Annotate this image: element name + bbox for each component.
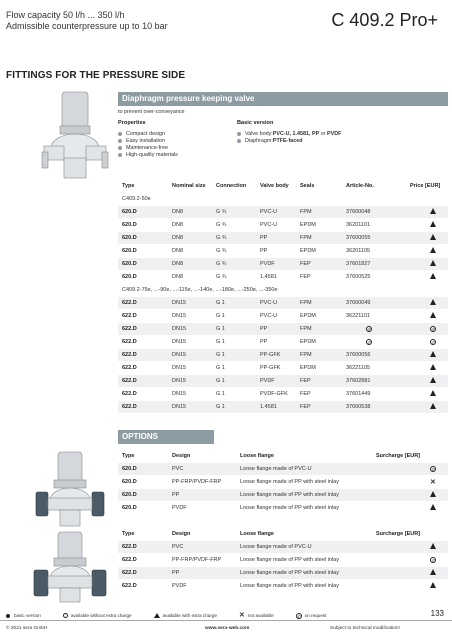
- table-cell: PP: [172, 570, 180, 576]
- flange-valve-image-620: [30, 450, 110, 530]
- table-cell: Loose flange made of PP with steel inlay: [240, 492, 339, 498]
- table-cell: Connection: [216, 183, 247, 189]
- triangle-icon: [430, 364, 436, 370]
- table-cell: 622.D: [122, 391, 137, 397]
- bullet-icon: [118, 132, 122, 136]
- table-cell: 620.D: [122, 261, 137, 267]
- availability-cell: [430, 260, 436, 268]
- options-row: [118, 502, 448, 514]
- table-cell: G 1: [216, 300, 225, 306]
- table-cell: PP-GFK: [260, 352, 281, 358]
- table-cell: 622.D: [122, 570, 137, 576]
- table-cell: FEP: [300, 404, 311, 410]
- header-line-flow: Flow capacity 50 l/h ... 350 l/h: [6, 10, 125, 20]
- table-cell: 622.D: [122, 557, 137, 563]
- options-row: [118, 580, 448, 592]
- triangle-icon: [430, 299, 436, 305]
- table-cell: G 1: [216, 313, 225, 319]
- table-cell: Loose flange: [240, 453, 274, 459]
- request-icon: ✆: [431, 557, 435, 563]
- availability-cell: [430, 273, 436, 281]
- legend-extra: available with extra charge: [154, 613, 217, 618]
- table-cell: EPDM: [300, 248, 316, 254]
- table-row: [118, 336, 448, 348]
- table-header-row: [118, 180, 448, 192]
- table-cell: Surcharge [EUR]: [376, 531, 421, 537]
- surcharge-cell: [430, 479, 436, 486]
- property-item: Easy installation: [118, 137, 178, 144]
- table-cell: 620.D: [122, 209, 137, 215]
- table-cell: 620.D: [122, 274, 137, 280]
- request-icon: ✆: [367, 326, 371, 332]
- options-row: [118, 541, 448, 553]
- table-cell: DN15: [172, 404, 187, 410]
- table-cell: Article-No.: [346, 183, 374, 189]
- table-cell: Valve body: [260, 183, 289, 189]
- page-model-title: C 409.2 Pro+: [331, 10, 438, 30]
- table-cell: PVC-U: [260, 209, 278, 215]
- table-cell: 622.D: [122, 544, 137, 550]
- flange-valve-image-622: [30, 530, 110, 606]
- table-cell: PVC: [172, 466, 184, 472]
- footer-copyright: © 2021 sera GmbH: [6, 626, 48, 631]
- table-cell: 622.D: [122, 313, 137, 319]
- triangle-icon: [430, 543, 436, 549]
- triangle-icon: [430, 351, 436, 357]
- options-header-row: [118, 528, 448, 540]
- table-cell: Price [EUR]: [410, 183, 441, 189]
- table-row: [118, 401, 448, 413]
- table-row: [118, 388, 448, 400]
- options-banner: OPTIONS: [118, 430, 214, 444]
- options-row: [118, 463, 448, 475]
- group-label-row: [118, 284, 448, 296]
- options-row: [118, 489, 448, 501]
- table-cell: 622.D: [122, 583, 137, 589]
- table-cell: 37600048: [346, 209, 371, 215]
- surcharge-cell: [430, 569, 436, 577]
- table-row: [118, 362, 448, 374]
- availability-cell: [430, 221, 436, 229]
- table-cell: 620.D: [122, 505, 137, 511]
- table-cell: DN8: [172, 235, 184, 241]
- table-cell: 37600055: [346, 235, 371, 241]
- table-cell: G ¾: [216, 235, 227, 241]
- surcharge-cell: [430, 557, 436, 564]
- basic-item-diaphragm: Diaphragm: PTFE-faced: [237, 137, 341, 144]
- table-row: [118, 206, 448, 218]
- table-cell: DN15: [172, 352, 187, 358]
- table-cell: FPM: [300, 209, 312, 215]
- table-cell: 620.D: [122, 466, 137, 472]
- table-cell: DN8: [172, 261, 184, 267]
- table-cell: 620.D: [122, 492, 137, 498]
- table-cell: FEP: [300, 391, 311, 397]
- table-cell: 36221101: [346, 313, 371, 319]
- table-cell: 620.D: [122, 235, 137, 241]
- table-cell: FPM: [300, 235, 312, 241]
- header-subtitle: [6, 10, 168, 32]
- availability-cell: [430, 364, 436, 372]
- table-cell: 37600538: [346, 404, 371, 410]
- filled-dot-icon: [6, 614, 10, 618]
- table-cell: Type: [122, 183, 135, 189]
- table-cell: G 1: [216, 404, 225, 410]
- table-cell: 37602881: [346, 378, 371, 384]
- table-cell: Loose flange made of PVC-U: [240, 466, 312, 472]
- table-row: [118, 219, 448, 231]
- table-cell: G 1: [216, 326, 225, 332]
- availability-cell: [430, 247, 436, 255]
- table-cell: FPM: [300, 352, 312, 358]
- triangle-icon: [430, 491, 436, 497]
- table-cell: FEP: [300, 261, 311, 267]
- bullet-icon: [118, 139, 122, 143]
- table-cell: G ¾: [216, 248, 227, 254]
- table-cell: G 1: [216, 352, 225, 358]
- properties-label: Properties: [118, 120, 146, 126]
- table-cell: FEP: [300, 378, 311, 384]
- request-icon: ✆: [296, 613, 301, 619]
- surcharge-cell: [430, 491, 436, 499]
- availability-cell: [430, 312, 436, 320]
- table-cell: PP: [172, 492, 180, 498]
- property-item: High-quality materials: [118, 151, 178, 158]
- table-cell: 620.D: [122, 222, 137, 228]
- page-number: 133: [430, 609, 444, 618]
- triangle-icon: [430, 260, 436, 266]
- table-cell: 620.D: [122, 479, 137, 485]
- table-cell: DN15: [172, 391, 187, 397]
- table-cell: Seals: [300, 183, 315, 189]
- table-cell: 36201101: [346, 222, 371, 228]
- table-cell: DN15: [172, 300, 187, 306]
- table-cell: 622.D: [122, 365, 137, 371]
- table-cell: 37600049: [346, 300, 371, 306]
- table-cell: 622.D: [122, 300, 137, 306]
- table-cell: PVDF: [172, 505, 187, 511]
- table-cell: EPDM: [300, 313, 316, 319]
- table-cell: Loose flange made of PVC-U: [240, 544, 312, 550]
- request-icon: ✆: [431, 339, 435, 345]
- x-icon: ✕: [238, 612, 245, 619]
- options-header-row: [118, 450, 448, 462]
- legend-request: ✆ on request: [296, 613, 327, 619]
- availability-cell: [430, 339, 436, 346]
- table-cell: G ¾: [216, 209, 227, 215]
- table-cell: 622.D: [122, 339, 137, 345]
- availability-cell: [430, 390, 436, 398]
- triangle-icon: [430, 234, 436, 240]
- table-cell: C409.2-75e, ...-90e, ...-115e, ...-140e, ...-180e, ...-250e, ...-350e: [122, 287, 278, 293]
- table-cell: DN15: [172, 326, 187, 332]
- request-icon: ✆: [431, 466, 435, 472]
- availability-cell: [366, 326, 372, 333]
- table-cell: PVDF: [260, 378, 275, 384]
- basic-version-list: [237, 130, 341, 144]
- table-cell: DN8: [172, 222, 184, 228]
- table-cell: 622.D: [122, 352, 137, 358]
- table-cell: FPM: [300, 300, 312, 306]
- surcharge-cell: [430, 582, 436, 590]
- table-cell: DN8: [172, 248, 184, 254]
- table-cell: PP: [260, 235, 268, 241]
- section-title: FITTINGS FOR THE PRESSURE SIDE: [6, 70, 186, 81]
- availability-cell: [430, 377, 436, 385]
- property-item: Maintenance-free: [118, 144, 178, 151]
- triangle-icon: [154, 613, 160, 618]
- property-item: Compact design: [118, 130, 178, 137]
- table-row: [118, 349, 448, 361]
- table-cell: Loose flange made of PP with steel inlay: [240, 570, 339, 576]
- bullet-icon: [118, 146, 122, 150]
- bullet-icon: [237, 139, 241, 143]
- table-cell: 622.D: [122, 326, 137, 332]
- table-row: [118, 297, 448, 309]
- table-cell: Loose flange made of PP with steel inlay: [240, 479, 339, 485]
- table-cell: Design: [172, 531, 191, 537]
- half-circle-icon: [63, 613, 68, 618]
- table-cell: EPDM: [300, 222, 316, 228]
- availability-cell: [366, 339, 372, 346]
- request-icon: ✆: [431, 326, 435, 332]
- table-cell: FEP: [300, 274, 311, 280]
- bullet-icon: [118, 153, 122, 157]
- table-cell: PP: [260, 339, 268, 345]
- legend-no-charge: available without extra charge: [63, 613, 132, 618]
- table-cell: DN15: [172, 313, 187, 319]
- triangle-icon: [430, 221, 436, 227]
- options-row: [118, 567, 448, 579]
- surcharge-cell: [430, 543, 436, 551]
- table-cell: DN8: [172, 209, 184, 215]
- table-cell: PP-FRP/PVDF-FRP: [172, 479, 222, 485]
- table-row: [118, 258, 448, 270]
- properties-list: [118, 130, 178, 158]
- availability-cell: [430, 234, 436, 242]
- triangle-icon: [430, 312, 436, 318]
- table-cell: PVDF: [260, 261, 275, 267]
- table-cell: DN15: [172, 378, 187, 384]
- table-cell: 622.D: [122, 404, 137, 410]
- table-cell: EPDM: [300, 365, 316, 371]
- product-banner: Diaphragm pressure keeping valve: [118, 92, 448, 106]
- table-cell: DN8: [172, 274, 184, 280]
- table-row: [118, 375, 448, 387]
- legend-basic: basic version: [6, 613, 41, 618]
- table-cell: 37601449: [346, 391, 371, 397]
- table-cell: 1.4581: [260, 404, 277, 410]
- table-cell: 622.D: [122, 378, 137, 384]
- table-cell: Type: [122, 531, 135, 537]
- options-row: [118, 554, 448, 566]
- table-cell: Loose flange made of PP with steel inlay: [240, 505, 339, 511]
- table-cell: G 1: [216, 339, 225, 345]
- table-cell: G ¾: [216, 274, 227, 280]
- availability-cell: [430, 299, 436, 307]
- table-cell: PVC-U: [260, 313, 278, 319]
- table-cell: 37600056: [346, 352, 371, 358]
- header-line-pressure: Admissible counterpressure up to 10 bar: [6, 21, 168, 31]
- table-cell: 1.4581: [260, 274, 277, 280]
- availability-cell: [430, 403, 436, 411]
- table-cell: C409.2-50e: [122, 196, 151, 202]
- table-cell: DN15: [172, 365, 187, 371]
- table-cell: 37601827: [346, 261, 371, 267]
- request-icon: ✆: [367, 339, 371, 345]
- group-label-row: [118, 193, 448, 205]
- table-cell: 37600525: [346, 274, 371, 280]
- triangle-icon: [430, 504, 436, 510]
- table-cell: G 1: [216, 391, 225, 397]
- table-cell: PVC-U: [260, 222, 278, 228]
- triangle-icon: [430, 582, 436, 588]
- table-row: [118, 323, 448, 335]
- footer-website[interactable]: www.sera-web.com: [205, 626, 250, 631]
- basic-item-body: Valve body: PVC-U, 1.4581, PP or PVDF: [237, 130, 341, 137]
- table-cell: PP-GFK: [260, 365, 281, 371]
- table-cell: PVDF: [172, 583, 187, 589]
- bullet-icon: [237, 132, 241, 136]
- table-cell: Surcharge [EUR]: [376, 453, 421, 459]
- product-subtitle: to prevent over-conveyance: [118, 109, 185, 115]
- table-cell: 36201105: [346, 248, 371, 254]
- table-cell: Loose flange: [240, 531, 274, 537]
- table-cell: PP-FRP/PVDF-FRP: [172, 557, 222, 563]
- table-cell: Loose flange made of PP with steel inlay: [240, 583, 339, 589]
- table-cell: PP: [260, 248, 268, 254]
- table-row: [118, 232, 448, 244]
- table-cell: 36221105: [346, 365, 371, 371]
- table-row: [118, 310, 448, 322]
- table-cell: Loose flange made of PP with steel inlay: [240, 557, 339, 563]
- availability-cell: [430, 326, 436, 333]
- options-row: [118, 476, 448, 488]
- footer-note: Subject to technical modification!: [330, 626, 400, 631]
- triangle-icon: [430, 569, 436, 575]
- table-cell: G 1: [216, 378, 225, 384]
- table-cell: PP: [260, 326, 268, 332]
- table-cell: EPDM: [300, 339, 316, 345]
- legend: [6, 612, 348, 619]
- triangle-icon: [430, 390, 436, 396]
- table-cell: 620.D: [122, 248, 137, 254]
- table-cell: Design: [172, 453, 191, 459]
- table-cell: G ¾: [216, 261, 227, 267]
- x-icon: ✕: [430, 478, 436, 486]
- availability-cell: [430, 351, 436, 359]
- triangle-icon: [430, 377, 436, 383]
- table-cell: G 1: [216, 365, 225, 371]
- valve-product-image: [40, 90, 112, 186]
- triangle-icon: [430, 208, 436, 214]
- triangle-icon: [430, 273, 436, 279]
- table-row: [118, 271, 448, 283]
- surcharge-cell: [430, 504, 436, 512]
- table-cell: PVC-U: [260, 300, 278, 306]
- table-cell: PVDF-GFK: [260, 391, 288, 397]
- surcharge-cell: [430, 466, 436, 473]
- table-cell: DN15: [172, 339, 187, 345]
- legend-not-available: ✕ not available: [238, 612, 274, 619]
- table-cell: Nominal size: [172, 183, 206, 189]
- footer-divider: [0, 620, 452, 621]
- table-cell: FPM: [300, 326, 312, 332]
- basic-version-label: Basic version: [237, 120, 274, 126]
- table-cell: PVC: [172, 544, 184, 550]
- triangle-icon: [430, 403, 436, 409]
- availability-cell: [430, 208, 436, 216]
- table-cell: G ¾: [216, 222, 227, 228]
- triangle-icon: [430, 247, 436, 253]
- table-row: [118, 245, 448, 257]
- table-cell: Type: [122, 453, 135, 459]
